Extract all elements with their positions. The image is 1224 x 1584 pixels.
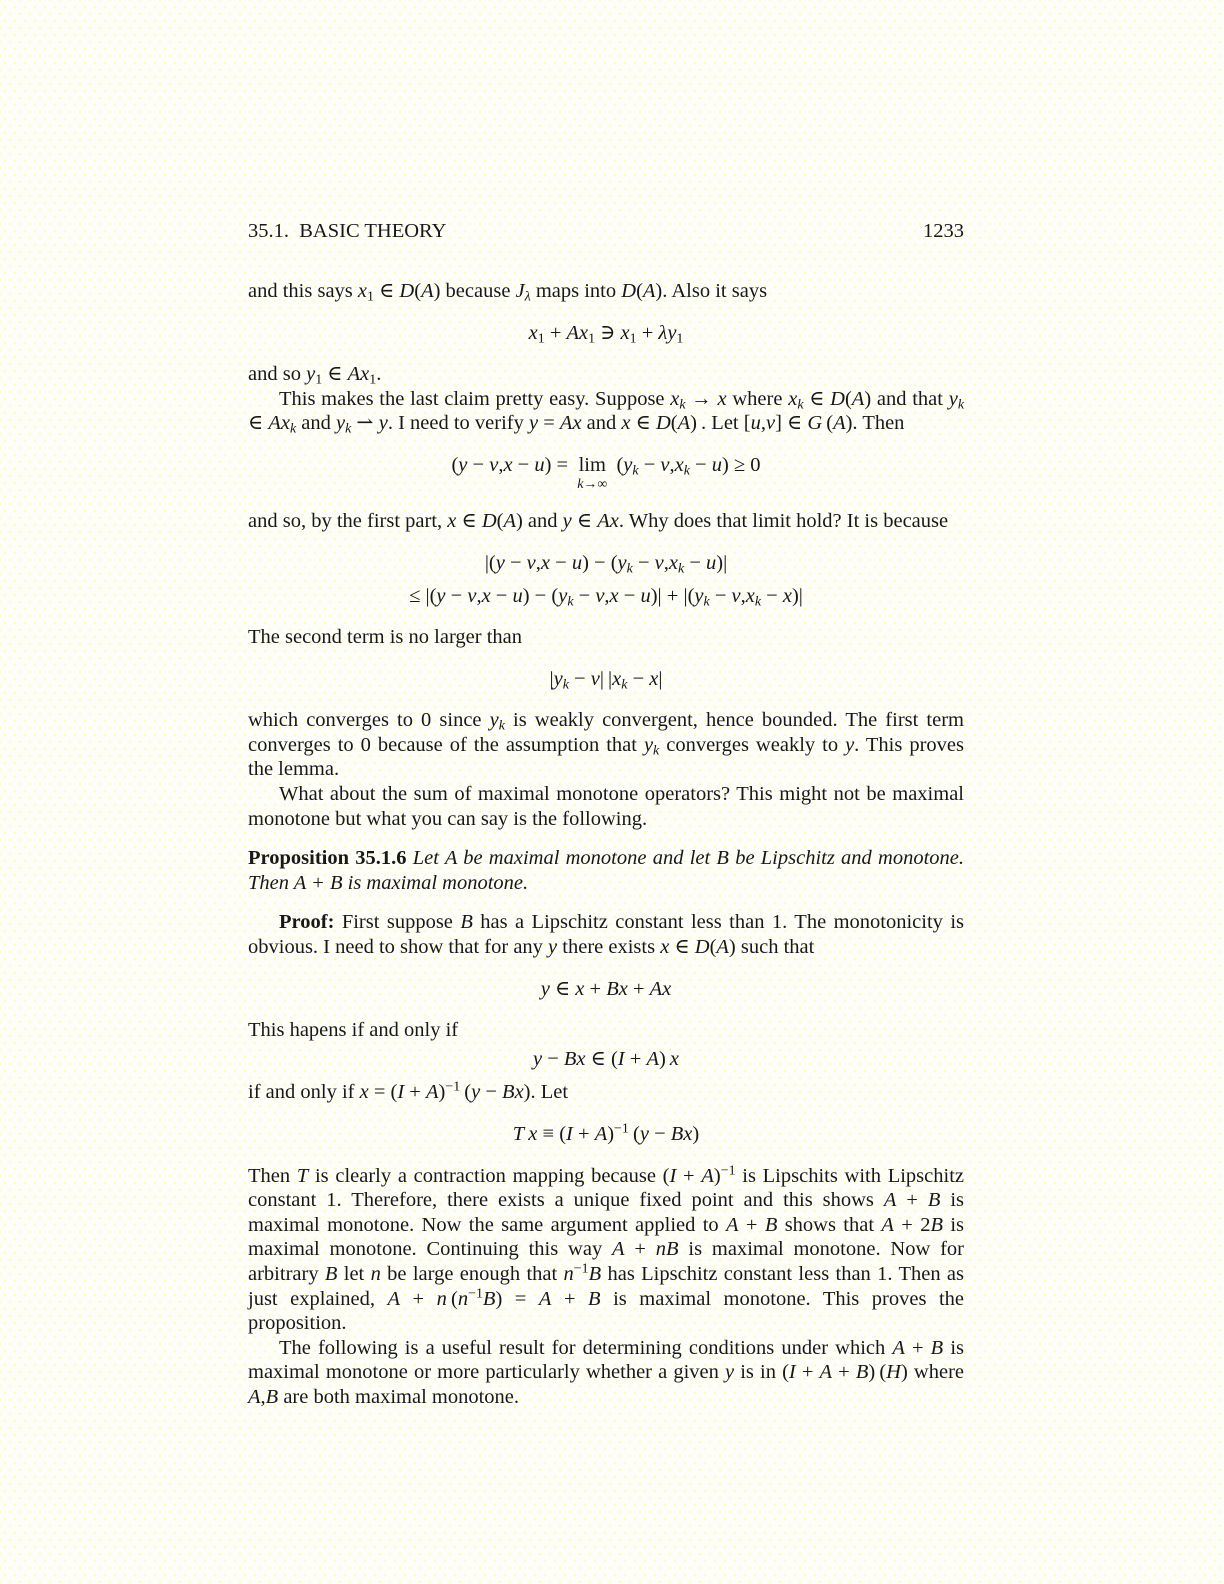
equation-inclusion: y ∈ x + Bx + Ax xyxy=(540,977,672,1000)
paragraph-useful-result: The following is a useful result for determining conditions under which A + B is maximal monotone or more particularly whether a given y is in (I + A + B) (H) where A,B are both maximal monotone. xyxy=(248,1336,964,1408)
equation-abs-difference: $|(y - v,x - u) - (y_k - v,x_k - u)|$ xyxy=(484,551,728,577)
paragraph-converges: which converges to 0 since $y_k$ is weakly convergent, hence bounded. The first term converges to 0 because of the assumption that $y_k$ converges weakly to y. This proves the lemma. xyxy=(248,709,964,781)
section-heading: 35.1. BASIC THEORY xyxy=(248,220,447,242)
page-number: 1233 xyxy=(923,220,964,242)
paragraph-intro: and this says $x_1$ ∈ D(A) because $J_\lambda$ maps into D(A). Also it says xyxy=(248,280,768,305)
running-header xyxy=(248,220,964,243)
equation-resolvent: $x_1 + Ax_1$ ∋ $x_1 + \lambda y_1$ xyxy=(528,321,684,347)
text-block xyxy=(248,220,964,1410)
equation-y-minus-bx: y − Bx ∈ (I + A) x xyxy=(532,1047,680,1070)
paragraph-and-so: and so $y_1$ ∈ $Ax_1$. xyxy=(248,363,382,388)
equation-product-bound: $|y_k - v|$ $|x_k - x|$ xyxy=(549,667,663,693)
equation-triangle-inequality: ≤ $|(y - v,x - u) - (y_k - v,x - u)| + |(y_k - v,x_k - x)|$ xyxy=(409,584,803,609)
equation-t-definition: T $x \equiv (I + A)^{-1}$ (y − Bx) xyxy=(512,1121,700,1146)
paragraph-sum-question: What about the sum of maximal monotone operators? This might not be maximal monotone but what you can say is the following. xyxy=(248,783,964,830)
proposition-35-1-6: Proposition 35.1.6 Let A be maximal monotone and let B be Lipschitz and monotone. Then A + B is maximal monotone. xyxy=(248,847,965,894)
paragraph-iff: if and only if $x = (I + A)^{-1}$ (y − Bx). Let xyxy=(248,1079,569,1104)
paragraph-second-term: The second term is no larger than xyxy=(248,626,523,649)
paragraph-contraction: Then T is clearly a contraction mapping because $(I + A)^{-1}$ is Lipschits with Lipschitz constant 1. Therefore, there exists a unique fixed point and this shows A + B is maximal monotone. Now the same argument applied to A + B shows that A + 2B is maximal monotone. Continuing this way A + nB is maximal monotone. Now for arbitrary B let n be large enough that $n^{-1}B$ has Lipschitz constant less than 1. Then as just explained, A + n $(n^{-1}B) = A + B$ is maximal monotone. This proves the proposition. xyxy=(248,1162,965,1335)
paragraph-hapens: This hapens if and only if xyxy=(248,1019,459,1042)
paragraph-first-part: and so, by the first part, x ∈ D(A) and y ∈ Ax. Why does that limit hold? It is because xyxy=(248,510,949,533)
paragraph-last-claim: This makes the last claim pretty easy. Suppose $x_k \to x$ where $x_k$ ∈ D(A) and that $y_k$ ∈ $Ax_k$ and $y_k$ ⇀ y. I need to verify y = Ax and x ∈ D(A) . Let [u,v] ∈ G (A). Then xyxy=(248,387,964,437)
page-content xyxy=(248,279,964,1410)
paragraph-proof: Proof: First suppose B has a Lipschitz constant less than 1. The monotonicity is obvious. I need to show that for any y there exists x ∈ D(A) such that xyxy=(248,911,965,959)
equation-limit: (y − v,x − u) = lim k→∞ $(y_k - v,x_k - u) \ge 0$ xyxy=(451,453,761,493)
